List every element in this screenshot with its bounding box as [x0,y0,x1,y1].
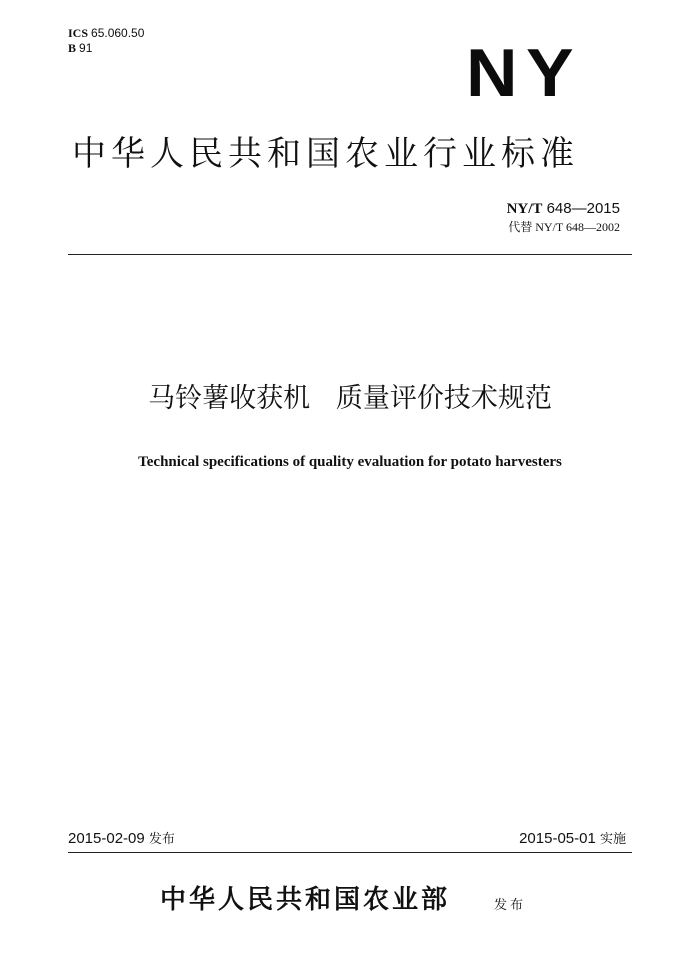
ccs-label: B [68,41,77,55]
replaces-note: 代替 NY/T 648—2002 [508,220,620,234]
issue-date-value: 2015-02-09 [68,830,145,847]
ics-value: 65.060.50 [91,26,145,40]
standard-number [507,200,620,218]
ics-code [68,26,144,40]
document-title-zh: 马铃薯收获机 质量评价技术规范 [148,383,552,414]
bottom-divider [68,852,632,853]
standard-number-value: 648—2015 [546,200,620,217]
ccs-value: 91 [79,41,93,55]
standard-number-prefix: NY/T [506,201,543,217]
ccs-code [68,41,92,55]
issue-date [68,830,175,849]
implement-date-value: 2015-05-01 [519,830,596,847]
ics-label: ICS [68,26,89,40]
issuer-suffix: 发布 [494,898,527,913]
ny-logo: NY [466,35,582,111]
standard-category-title: 中华人民共和国农业行业标准 [72,134,579,174]
implement-date-suffix: 实施 [599,832,626,847]
implement-date [519,830,626,849]
top-divider [68,254,632,255]
issue-date-suffix: 发布 [148,832,175,847]
issuer-name: 中华人民共和国农业部 [160,885,451,915]
document-title-en: Technical specifications of quality evaluation for potato harvesters [138,454,562,470]
